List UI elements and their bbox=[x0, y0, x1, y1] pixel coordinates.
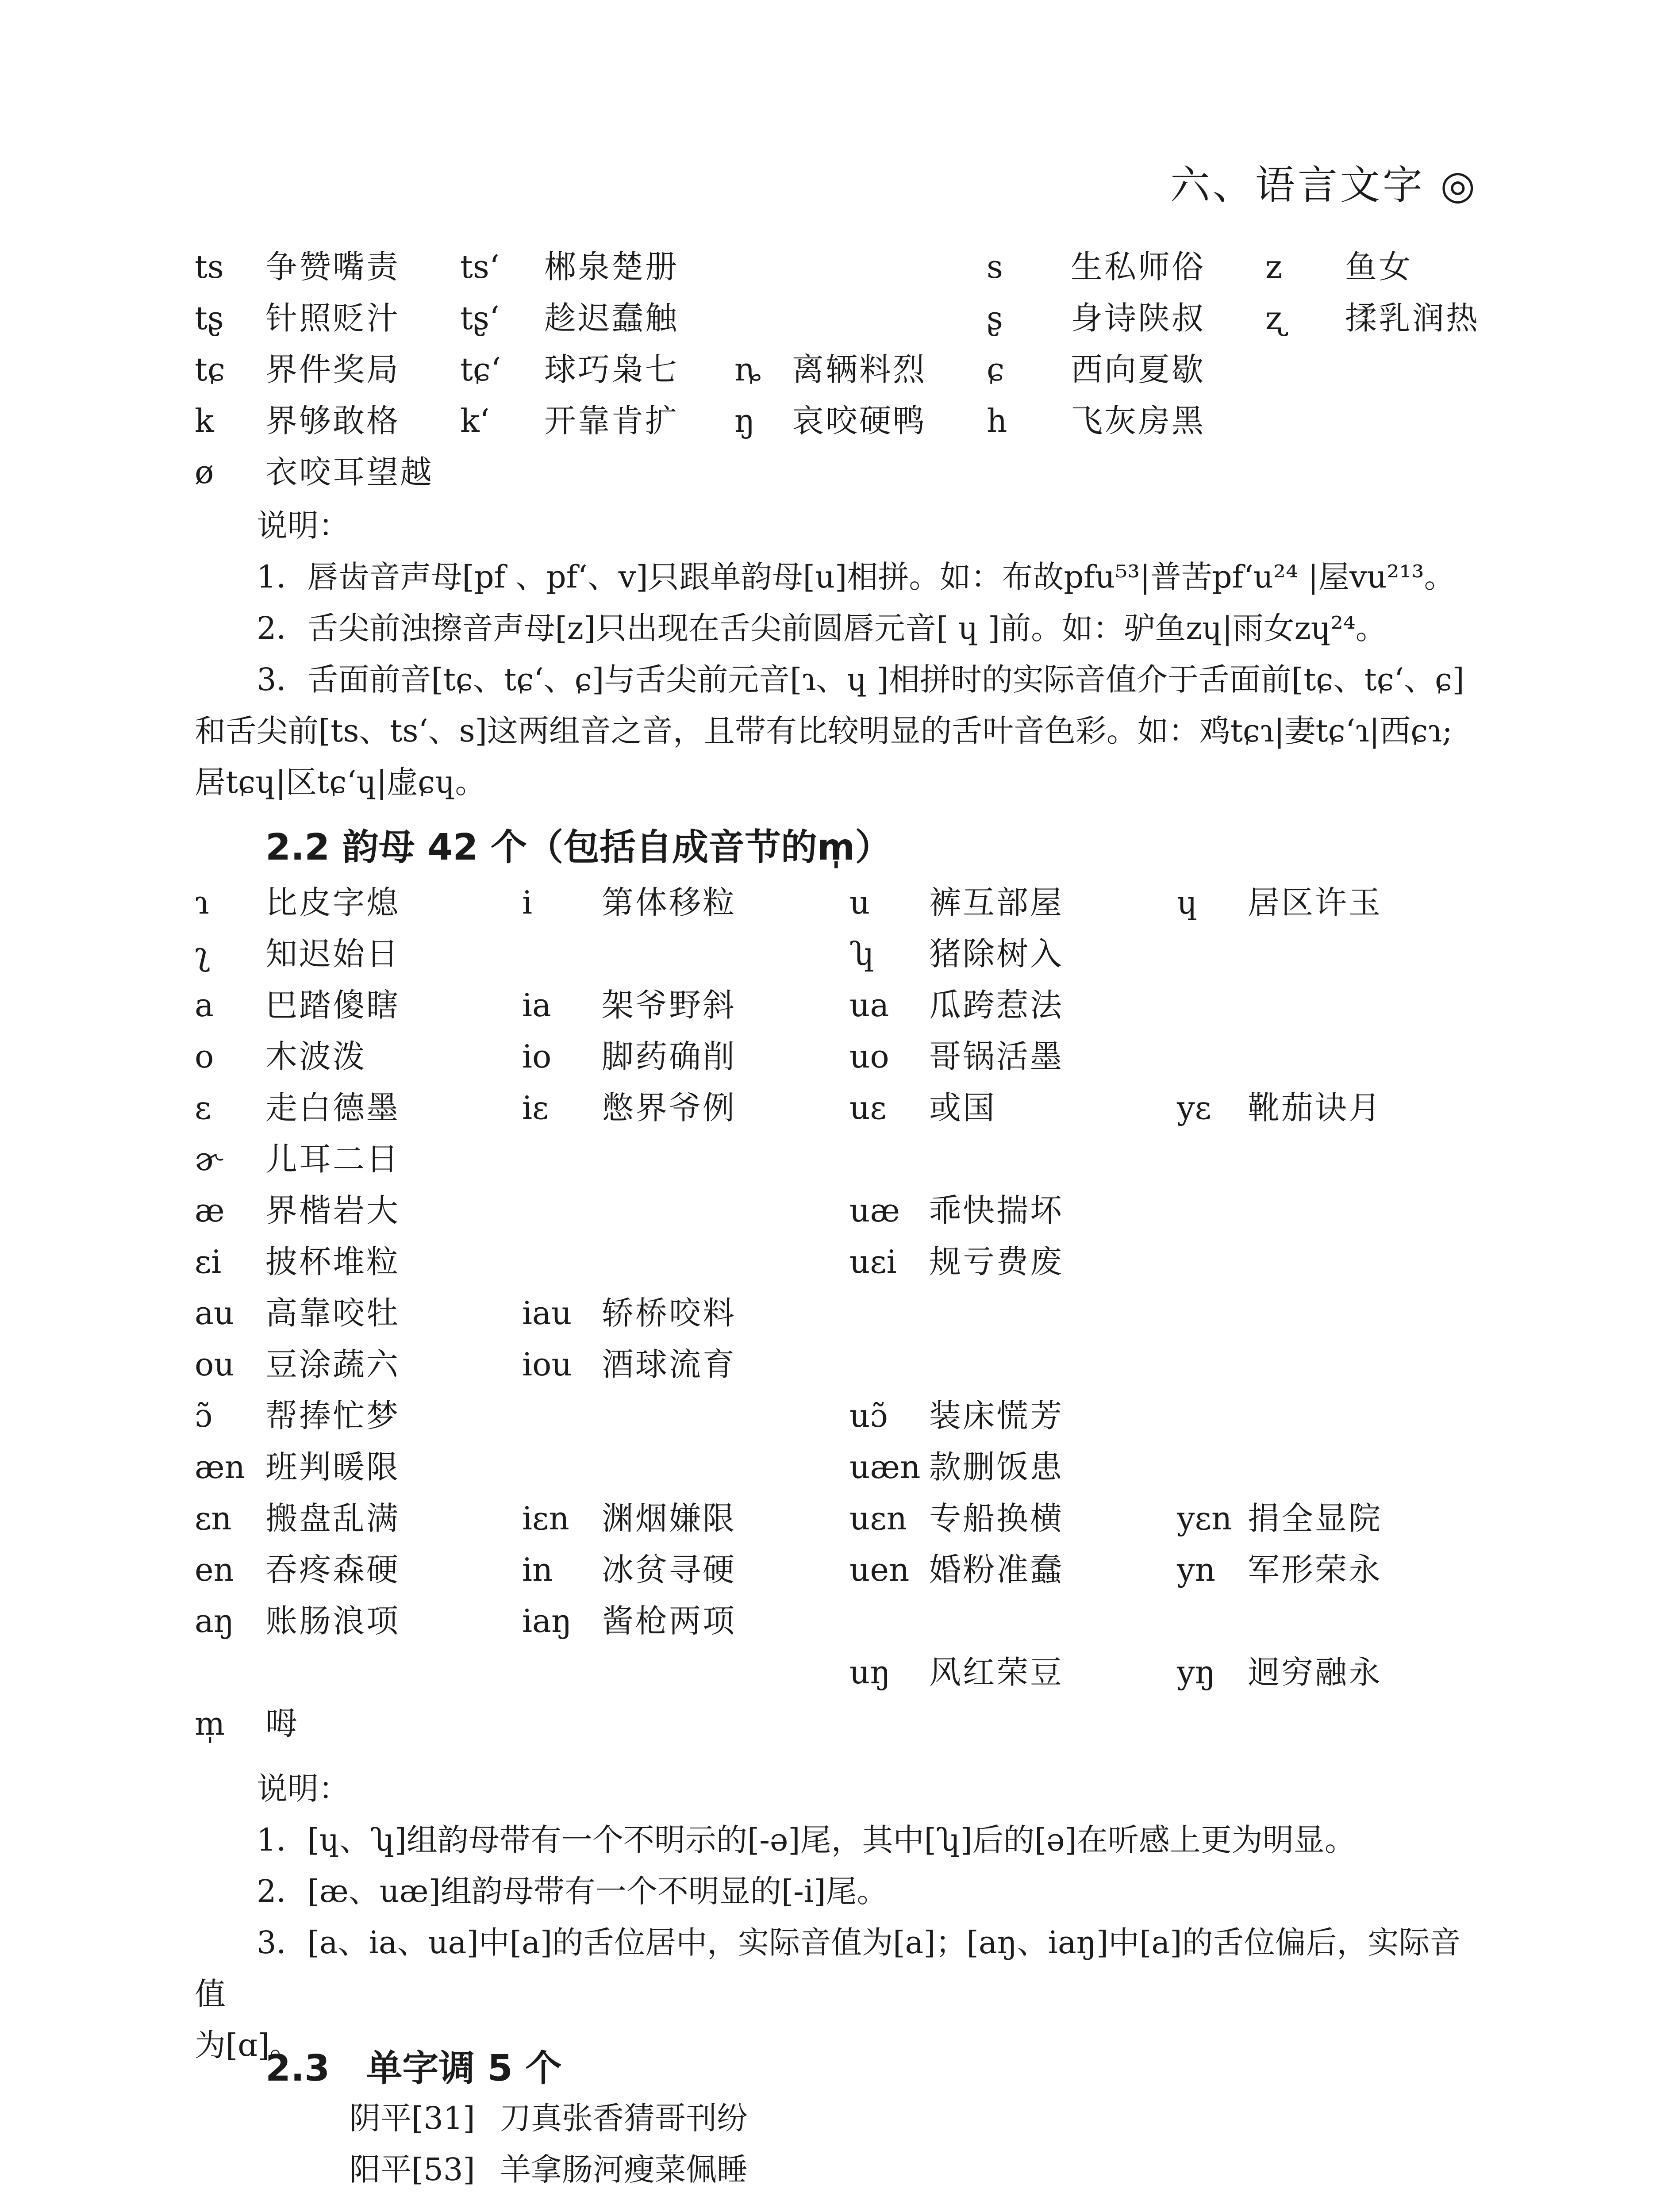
example-chars: 走白德墨 bbox=[265, 1089, 400, 1126]
example-chars: 界楷岩大 bbox=[265, 1192, 400, 1229]
example-chars: 呣 bbox=[265, 1705, 300, 1742]
example-chars: 迥穷融永 bbox=[1248, 1654, 1383, 1691]
note-item: 居tɕɥ|区tɕʻɥ|虚ɕɥ。 bbox=[195, 764, 486, 800]
phonetic-symbol: ɿ bbox=[195, 884, 209, 921]
example-chars: 脚药确削 bbox=[602, 1038, 737, 1075]
example-chars: 知迟始日 bbox=[265, 935, 400, 972]
phonetic-symbol: m̩ bbox=[195, 1705, 225, 1742]
table-row bbox=[195, 1236, 1504, 1287]
table-row bbox=[195, 292, 1504, 344]
phonetic-symbol: a bbox=[195, 987, 214, 1024]
phonetic-symbol: ua bbox=[849, 987, 889, 1024]
example-chars: 酱枪两项 bbox=[602, 1602, 737, 1640]
tone-name: 阴平[31] bbox=[350, 2100, 475, 2136]
phonetic-symbol: ø bbox=[195, 453, 214, 491]
phonetic-symbol: ŋ bbox=[734, 402, 755, 439]
phonetic-symbol: ɛ bbox=[195, 1089, 211, 1126]
example-chars: 生私师俗 bbox=[1071, 248, 1206, 285]
table-row bbox=[195, 1390, 1504, 1441]
example-chars: 趁迟蠢触 bbox=[544, 300, 679, 337]
note-item: 3．[a、ia、ua]中[a]的舌位居中，实际音值为[a]；[aŋ、iaŋ]中[a]的舌位偏后，实际音值 bbox=[195, 1924, 1461, 2012]
phonetic-symbol: yn bbox=[1177, 1551, 1216, 1588]
phonetic-symbol: z bbox=[1265, 248, 1282, 285]
table-row bbox=[195, 1595, 1504, 1647]
phonetic-symbol: uɛ bbox=[849, 1089, 887, 1126]
running-header: 六、语言文字 ◎ bbox=[1170, 162, 1478, 208]
example-chars: 班判暖限 bbox=[265, 1448, 400, 1486]
example-chars: 规亏费废 bbox=[929, 1243, 1064, 1280]
phonetic-symbol: ia bbox=[522, 987, 551, 1024]
note-item: 2．舌尖前浊擦音声母[z]只出现在舌尖前圆唇元音[ ɥ ]前。如：驴鱼zɥ|雨女zɥ²⁴。 bbox=[257, 610, 1387, 646]
tone-example-chars: 羊拿肠河瘦菜佩睡 bbox=[500, 2151, 748, 2188]
table-row bbox=[195, 1031, 1504, 1082]
phonetic-symbol: k bbox=[195, 402, 214, 439]
phonetic-symbol: ts bbox=[195, 248, 224, 285]
example-chars: 乖快揣坏 bbox=[929, 1192, 1064, 1229]
example-chars: 靴茄诀月 bbox=[1248, 1089, 1383, 1126]
example-chars: 吞疼森硬 bbox=[265, 1551, 400, 1588]
table-row bbox=[195, 928, 1504, 979]
phonetic-symbol: tɕ bbox=[195, 351, 226, 388]
phonetic-symbol: ɕ bbox=[987, 351, 1005, 388]
example-chars: 离辆料烈 bbox=[792, 351, 927, 388]
phonetic-symbol: iɛ bbox=[522, 1089, 549, 1126]
example-chars: 婚粉准蠢 bbox=[929, 1551, 1064, 1588]
table-row bbox=[195, 1647, 1504, 1698]
phonetic-symbol: ʐ bbox=[1265, 300, 1284, 337]
example-chars: 居区许玉 bbox=[1248, 884, 1383, 921]
note-item: 和舌尖前[ts、tsʻ、s]这两组音之音，且带有比较明显的舌叶音色彩。如：鸡tɕɿ|妻tɕʻɿ|西ɕɿ; bbox=[195, 713, 1453, 749]
example-chars: 鱼女 bbox=[1345, 248, 1413, 285]
example-chars: 高靠咬牡 bbox=[265, 1294, 400, 1332]
phonetic-symbol: ɛi bbox=[195, 1243, 222, 1280]
example-chars: 哥锅活墨 bbox=[929, 1038, 1064, 1075]
phonetic-symbol: tɕʻ bbox=[460, 351, 501, 388]
example-chars: 账肠浪项 bbox=[265, 1602, 400, 1640]
phonetic-symbol: tsʻ bbox=[460, 248, 500, 285]
example-chars: 装床慌芳 bbox=[929, 1397, 1064, 1434]
example-chars: 界件奖局 bbox=[265, 351, 400, 388]
example-chars: 搬盘乱满 bbox=[265, 1500, 400, 1537]
example-chars: 豆涂蔬六 bbox=[265, 1346, 400, 1383]
example-chars: 裤互部屋 bbox=[929, 884, 1064, 921]
example-chars: 捐全显院 bbox=[1248, 1500, 1383, 1537]
phonetic-symbol: uæn bbox=[849, 1448, 921, 1486]
example-chars: 款删饭患 bbox=[929, 1448, 1064, 1486]
example-chars: 架爷野斜 bbox=[602, 987, 737, 1024]
phonetic-symbol: in bbox=[522, 1551, 553, 1588]
phonetic-symbol: h bbox=[987, 402, 1007, 439]
initials-notes bbox=[195, 500, 1487, 808]
example-chars: 衣咬耳望越 bbox=[265, 453, 434, 491]
phonetic-symbol: ɔ̃ bbox=[195, 1397, 213, 1434]
table-row bbox=[195, 1441, 1504, 1493]
table-row bbox=[195, 1493, 1504, 1544]
example-chars: 木波泼 bbox=[265, 1038, 367, 1075]
example-chars: 比皮字熄 bbox=[265, 884, 400, 921]
example-chars: 界够敢格 bbox=[265, 402, 400, 439]
example-chars: 儿耳二日 bbox=[265, 1141, 400, 1178]
table-row bbox=[195, 446, 1504, 498]
table-row bbox=[195, 1339, 1504, 1390]
example-chars: 渊烟嫌限 bbox=[602, 1500, 737, 1537]
phonetic-symbol: uɛi bbox=[849, 1243, 897, 1280]
note-item: 1．[ɥ、ʮ]组韵母带有一个不明示的[-ə]尾，其中[ʮ]后的[ə]在听感上更为明显。 bbox=[257, 1822, 1356, 1858]
example-chars: 西向夏歇 bbox=[1071, 351, 1206, 388]
note-item: 为[ɑ]。 bbox=[195, 2027, 301, 2063]
tone-example-chars: 刀真张香猜哥刊纷 bbox=[500, 2100, 748, 2136]
example-chars: 酒球流育 bbox=[602, 1346, 737, 1383]
phonetic-symbol: u bbox=[849, 884, 870, 921]
note-item: 2．[æ、uæ]组韵母带有一个不明显的[-i]尾。 bbox=[257, 1873, 888, 1909]
finals-heading: 2.2 韵母 42 个（包括自成音节的m̩） bbox=[265, 826, 892, 868]
table-row bbox=[195, 1698, 1504, 1749]
example-chars: 争赞嘴责 bbox=[265, 248, 400, 285]
table-row bbox=[195, 344, 1504, 395]
phonetic-symbol: iou bbox=[522, 1346, 572, 1383]
phonetic-symbol: ou bbox=[195, 1346, 234, 1383]
example-chars: 巴踏傻瞎 bbox=[265, 987, 400, 1024]
table-row bbox=[195, 1133, 1504, 1185]
phonetic-symbol: uæ bbox=[849, 1192, 900, 1229]
table-row bbox=[195, 979, 1504, 1031]
phonetic-symbol: yɛ bbox=[1177, 1089, 1211, 1126]
table-row bbox=[195, 877, 1504, 928]
example-chars: 球巧枭七 bbox=[544, 351, 679, 388]
table-row bbox=[195, 241, 1504, 292]
note-item: 3．舌面前音[tɕ、tɕʻ、ɕ]与舌尖前元音[ɿ、ɥ ]相拼时的实际音值介于舌面前[tɕ、tɕʻ、ɕ] bbox=[257, 661, 1464, 698]
example-chars: 或国 bbox=[929, 1089, 997, 1126]
finals-notes bbox=[195, 1763, 1487, 2071]
phonetic-symbol: ɥ bbox=[1177, 884, 1198, 921]
phonetic-symbol: yŋ bbox=[1177, 1654, 1216, 1691]
table-row bbox=[195, 1185, 1504, 1236]
phonetic-symbol: ȵ bbox=[734, 351, 761, 388]
phonetic-symbol: uo bbox=[849, 1038, 889, 1075]
phonetic-symbol: kʻ bbox=[460, 402, 490, 439]
phonetic-symbol: tʂ bbox=[195, 300, 224, 337]
initials-table bbox=[195, 241, 1504, 498]
phonetic-symbol: uŋ bbox=[849, 1654, 891, 1691]
phonetic-symbol: io bbox=[522, 1038, 552, 1075]
example-chars: 冰贫寻硬 bbox=[602, 1551, 737, 1588]
phonetic-symbol: en bbox=[195, 1551, 234, 1588]
example-chars: 瓜跨惹法 bbox=[929, 987, 1064, 1024]
phonetic-symbol: ʂ bbox=[987, 300, 1003, 337]
example-chars: 郴泉楚册 bbox=[544, 248, 679, 285]
example-chars: 身诗陕叔 bbox=[1071, 300, 1206, 337]
table-row bbox=[195, 1287, 1504, 1339]
phonetic-symbol: iɛn bbox=[522, 1500, 569, 1537]
example-chars: 轿桥咬料 bbox=[602, 1294, 737, 1332]
example-chars: 军形荣永 bbox=[1248, 1551, 1383, 1588]
note-item: 1．唇齿音声母[pf 、pfʻ、v]只跟单韵母[u]相拼。如：布故pfu⁵³|普苦pfʻu²⁴ |屋vu²¹³。 bbox=[257, 559, 1455, 595]
phonetic-symbol: au bbox=[195, 1294, 234, 1332]
finals-table bbox=[195, 877, 1504, 1749]
tone-row bbox=[350, 2144, 748, 2195]
phonetic-symbol: ʮ bbox=[849, 935, 875, 972]
notes-label: 说明： bbox=[257, 1770, 350, 1807]
example-chars: 憋界爷例 bbox=[602, 1089, 737, 1126]
phonetic-symbol: aŋ bbox=[195, 1602, 234, 1640]
phonetic-symbol: s bbox=[987, 248, 1003, 285]
tone-name: 阳平[53] bbox=[350, 2151, 475, 2188]
phonetic-symbol: i bbox=[522, 884, 533, 921]
phonetic-symbol: æn bbox=[195, 1448, 246, 1486]
example-chars: 专船换横 bbox=[929, 1500, 1064, 1537]
example-chars: 哀咬硬鸭 bbox=[792, 402, 927, 439]
phonetic-symbol: yɛn bbox=[1177, 1500, 1232, 1537]
example-chars: 针照贬汁 bbox=[265, 300, 400, 337]
phonetic-symbol: iaŋ bbox=[522, 1602, 572, 1640]
notes-label: 说明： bbox=[257, 507, 350, 544]
table-row bbox=[195, 395, 1504, 446]
phonetic-symbol: æ bbox=[195, 1192, 225, 1229]
tones-heading: 2.3 单字调 5 个 bbox=[265, 2047, 562, 2089]
tone-row bbox=[350, 2093, 748, 2144]
table-row bbox=[195, 1544, 1504, 1595]
phonetic-symbol: iau bbox=[522, 1294, 572, 1332]
example-chars: 飞灰房黑 bbox=[1071, 402, 1206, 439]
phonetic-symbol: ɛn bbox=[195, 1500, 232, 1537]
example-chars: 第体移粒 bbox=[602, 884, 737, 921]
example-chars: 帮捧忙梦 bbox=[265, 1397, 400, 1434]
example-chars: 开靠肯扩 bbox=[544, 402, 679, 439]
example-chars: 披杯堆粒 bbox=[265, 1243, 400, 1280]
example-chars: 猪除树入 bbox=[929, 935, 1064, 972]
phonetic-symbol: ɚ bbox=[195, 1141, 222, 1178]
tones-list bbox=[350, 2093, 748, 2195]
table-row bbox=[195, 1082, 1504, 1133]
phonetic-symbol: o bbox=[195, 1038, 214, 1075]
example-chars: 风红荣豆 bbox=[929, 1654, 1064, 1691]
phonetic-symbol: uɛn bbox=[849, 1500, 907, 1537]
example-chars: 揉乳润热 bbox=[1345, 300, 1480, 337]
phonetic-symbol: tʂʻ bbox=[460, 300, 500, 337]
phonetic-symbol: ʅ bbox=[195, 935, 211, 972]
phonetic-symbol: uen bbox=[849, 1551, 910, 1588]
phonetic-symbol: uɔ̃ bbox=[849, 1397, 888, 1434]
